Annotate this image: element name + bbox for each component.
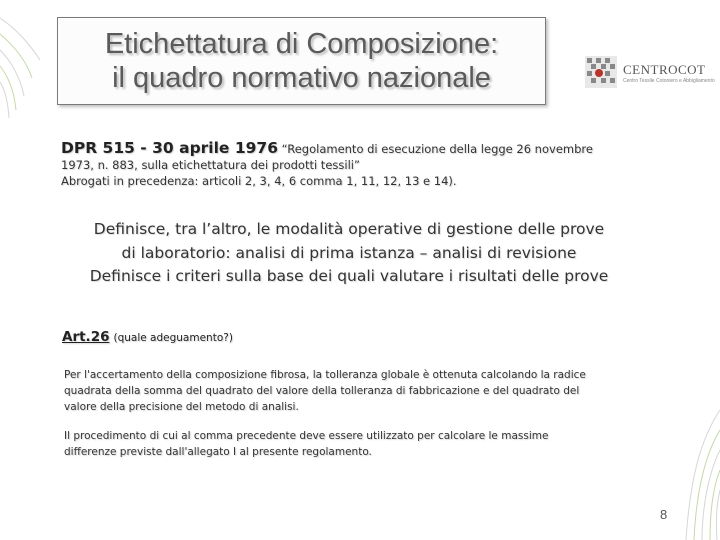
slide-title-line-1: Etichettatura di Composizione: bbox=[104, 28, 499, 60]
dpr-text-3: Abrogati in precedenza: articoli 2, 3, 4, 6 comma 1, 11, 12, 13 e 14). bbox=[61, 174, 457, 188]
article-title: Art.26 bbox=[62, 329, 110, 345]
centrocot-logo bbox=[583, 50, 715, 94]
dpr-heading: DPR 515 - 30 aprile 1976 bbox=[61, 139, 278, 157]
summary-line-3: Definisce i criteri sulla base dei quali valutare i risultati delle prove bbox=[89, 267, 609, 285]
logo-emblem-icon bbox=[583, 54, 619, 90]
summary-block bbox=[55, 218, 643, 289]
page-number: 8 bbox=[660, 507, 668, 522]
dpr-text-2: 1973, n. 883, sulla etichettatura dei prodotti tessili” bbox=[61, 158, 360, 172]
article-heading bbox=[62, 326, 233, 345]
corner-decoration-top-left bbox=[0, 0, 60, 120]
summary-line-2: di laboratorio: analisi di prima istanza – analisi di revisione bbox=[121, 243, 577, 262]
summary-line-1: Definisce, tra l’altro, le modalità operative di gestione delle prove bbox=[93, 220, 605, 238]
article-paragraph-2: Il procedimento di cui al comma precedente deve essere utilizzato per calcolare le massime differenze previste dall'allegato I al presente regolamento. bbox=[64, 430, 549, 458]
slide-title-line-2: il quadro normativo nazionale bbox=[112, 62, 491, 94]
dpr-text-1: “Regolamento di esecuzione della legge 26 novembre bbox=[277, 142, 593, 156]
article-note: (quale adeguamento?) bbox=[113, 332, 233, 344]
article-paragraph-1: Per l'accertamento della composizione fibrosa, la tolleranza globale è ottenuta calcolando la radice quadrata della somma del quadrato del valore della tolleranza di fabbricazione e del quadrato del valore della precisione del metodo di analisi. bbox=[64, 369, 586, 413]
dpr-reference bbox=[61, 140, 621, 189]
logo-name: CENTROCOT bbox=[623, 62, 706, 77]
logo-tagline: Centro Tessile Cotoniero e Abbigliamento bbox=[623, 78, 715, 84]
title-box bbox=[57, 17, 546, 105]
